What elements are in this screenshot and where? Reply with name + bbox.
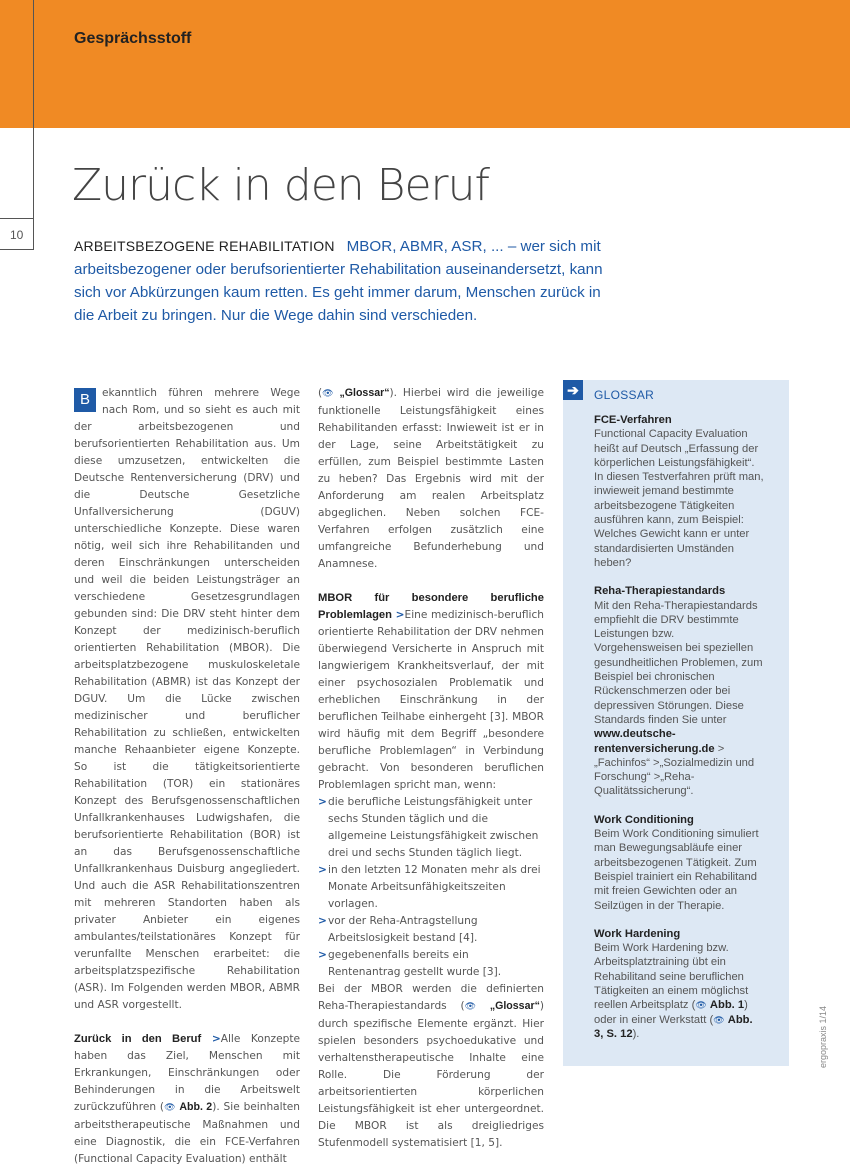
glossar-term: Reha-Therapiestandards: [594, 585, 726, 598]
glossar-term: FCE-Verfahren: [594, 414, 672, 426]
glossar-term: Work Hardening: [594, 927, 681, 940]
glossar-entry-wc: [594, 813, 764, 913]
page-number: 10: [10, 228, 24, 242]
column-1: B ekanntlich führen mehrere Wege nach Rom, und so sieht es auch mit der arbeitsbezogenen und berufsorientierten Rehabilitation aus. Um diese umzusetzen, entwickelten die Deutsche Rentenversicherung (DRV) und die Deutsche Gesetzliche Unfallversicherung (DGUV) unterschiedliche Konzepte. Diese waren nötig, weil sich ihre Rehabilitanden und deren Einschränkungen unterscheiden und weil die beiden Leistungsträger an verschiedene Gesetzesgrundlagen gebunden sind: Die DRV steht hinter dem Konzept der medizinisch-beruflich orientierten Rehabilitation (MBOR). Die arbeitsplatzbezogene muskuloskeletale Rehabilitation (ABMR) ist das Konzept der DGUV. Um die Lücke zwischen medizinischer und beruflicher Rehabilitation zu schließen, entwickelten manche Rehaanbieter eigene Konzepte. So ist die tätigkeitsorientierte Rehabilitation (TOR) ein stationäres Konzept des Berufsgenossenschaftlichen Unfallkrankenhauses Ludwigshafen, die berufsorientierte Rehabilitation (BOR) ist an das Berufsgenossenschaftliche Unfallkrankenhaus Duisburg angegliedert. Und auch die ASR Rehabilitationszentren mit mehreren Standorten haben als privater Anbieter ein eigenes ambulantes/teilstationäres Konzept für verunfallte Menschen erarbeitet: die arbeitsplatzspezifische Rehabilitation (ASR). Im Folgenden werden MBOR, ABMR und ASR vorgestellt. Zurück in den Beruf >Alle Konzepte haben das Ziel, Menschen mit Erkrankungen, Einschränkungen oder Behinderungen in die Arbeitswelt zurückzuführen (👁 Abb. 2). Sie beinhalten arbeitstherapeutische Maßnahmen und eine Diagnostik, die ein FCE-Verfahren (Functional Capacity Evaluation) enthält: [74, 387, 301, 1165]
article-lead: [74, 235, 614, 327]
figure-reference[interactable]: 👁 Abb. 1: [695, 999, 745, 1012]
arrow-right-icon: ➔: [563, 380, 583, 400]
glossar-body: [594, 413, 764, 1055]
glossar-reference[interactable]: 👁 „Glossar“: [322, 387, 389, 399]
eye-icon: 👁: [464, 1002, 477, 1012]
glossar-definition: Functional Capacity Evaluation heißt auf Deutsch „Erfassung der körperlichen Leistungsfähigkeit“. In diesen Testverfahren prüft man, inwieweit jemand bestimmte arbeitsbezogene Tätigkeiten ausführen kann, zum Beispiel: Welches Gewicht kann er unter standardisierten Umständen heben?: [594, 428, 764, 569]
section-label: Gesprächsstoff: [74, 30, 192, 47]
figure-reference[interactable]: 👁 Abb. 3, S. 12: [594, 1013, 753, 1040]
glossar-definition: Beim Work Conditioning simuliert man Bewegungsabläufe einer arbeitsbezogenen Tätigkeit. Zum Beispiel trainiert ein Rehabilitand mit freien Gewichten oder an Seilzügen in der Therapie.: [594, 828, 759, 912]
eye-icon: 👁: [695, 1000, 707, 1011]
article-title: Zurück in den Beruf: [72, 160, 489, 211]
glossar-paragraph: (👁 „Glossar“). Hierbei wird die jeweilige funktionelle Leistungsfähigkeit eines Rehabilitanden erfasst: Inwieweit ist er in der Lage, seine Arbeitstätigkeit zu erfüllen, zum Beispiel bestimmte Lasten zu heben? Das Ergebnis wird mit der Anforderung am realen Arbeitsplatz abgeglichen. Neben solchen FCE-Verfahren erfolgen zusätzlich eine umfangreiche Befunderhebung und Anamnese.: [318, 387, 544, 570]
issue-footer: ergopraxis 1/14: [818, 1005, 828, 1068]
article-kicker: ARBEITSBEZOGENE REHABILITATION: [74, 238, 335, 254]
glossar-entry-fce: [594, 413, 764, 570]
list-item: > die berufliche Leistungsfähigkeit unter sechs Stunden täglich und die allgemeine Leistungsfähigkeit zwischen drei und sechs Stunden täglich liegt.: [318, 794, 544, 862]
glossar-definition: Beim Work Hardening bzw. Arbeitsplatztraining übt ein Rehabilitand seine beruflichen Tätigkeiten an einem möglichst reellen Arbeitsplatz (👁 Abb. 1) oder in einer Werkstatt (👁 Abb. 3, S. 12).: [594, 942, 753, 1040]
glossar-entry-wh: [594, 927, 764, 1041]
glossar-term: Work Conditioning: [594, 813, 694, 826]
list-item: > vor der Reha-Antragstellung Arbeitslosigkeit bestand [4].: [318, 913, 544, 947]
eye-icon: 👁: [713, 1014, 725, 1025]
problemlagen-list: [318, 794, 544, 981]
eye-icon: 👁: [164, 1103, 176, 1113]
figure-reference[interactable]: 👁 Abb. 2: [164, 1101, 212, 1113]
drv-link[interactable]: www.deutsche-rentenversicherung.de: [594, 728, 715, 755]
glossar-heading: GLOSSAR: [594, 388, 655, 402]
column-2: (👁 „Glossar“). Hierbei wird die jeweilige funktionelle Leistungsfähigkeit eines Rehabilitanden erfasst: Inwieweit ist er in der Lage, seine Arbeitstätigkeit zu erfüllen, zum Beispiel bestimmte Lasten zu heben? Das Ergebnis wird mit der Anforderung am realen Arbeitsplatz abgeglichen. Neben solchen FCE-Verfahren erfolgen zusätzlich eine umfangreiche Befunderhebung und Anamnese. MBOR für besondere berufliche Problemlagen >Eine medizinisch-beruflich orientierte Rehabilitation der DRV nehmen überwiegend Versicherte in Anspruch mit langwierigem Krankheitsverlauf, der mit einer psychosozialen Problematik und erheblichen Einschränkung in der beruflichen Teilhabe einhergeht [3]. MBOR wird häufig mit dem Begriff „besondere berufliche Problemlagen“ in Verbindung gebracht. Von besonderen beruflichen Problemlagen spricht man, wenn: > die berufliche Leistungsfähigkeit unter sechs Stunden täglich und die allgemeine Leistungsfähigkeit zwischen drei und sechs Stunden täglich liegt. > in den letzten 12 Monaten mehr als drei Monate Arbeitsunfähigkeitszeiten vorlagen. > vor der Reha-Antragstellung Arbeitslosigkeit bestand [4]. > gegebenenfalls bereits ein Rentenantrag gestellt wurde [3]. Bei der MBOR werden die definierten Reha-Therapiestandards (👁 „Glossar“) durch spezifische Elemente ergänzt. Hier spielen besonders psychoedukative und verhaltenstherapeutische Inhalte eine Rolle. Die Förderung der arbeitsorientierten körperlichen Leistungsfähigkeit ist eher untergeordnet. Die MBOR ist als dreigliedriges Stufenmodell systematisiert [1, 5].: [318, 385, 544, 1152]
glossar-entry-reha: [594, 584, 764, 798]
margin-rule: [33, 0, 34, 250]
chevron-right-icon: >: [395, 609, 405, 621]
header-band: [0, 0, 850, 128]
intro-paragraph: B ekanntlich führen mehrere Wege nach Rom, und so sieht es auch mit der arbeitsbezogenen und berufsorientierten Rehabilitation aus. Um diese umzusetzen, entwickelten die Deutsche Rentenversicherung (DRV) und die Deutsche Gesetzliche Unfallversicherung (DGUV) unterschiedliche Konzepte. Diese waren nötig, weil sich ihre Rehabilitanden und deren Einschränkungen unterscheiden und weil die beiden Leistungsträger an verschiedene Gesetzesgrundlagen gebunden sind: Die DRV steht hinter dem Konzept der medizinisch-beruflich orientierten Rehabilitation (MBOR). Die arbeitsplatzbezogene muskuloskeletale Rehabilitation (ABMR) ist das Konzept der DGUV. Um die Lücke zwischen medizinischer und beruflicher Rehabilitation zu schließen, entwickelten manche Rehaanbieter eigene Konzepte. So ist die tätigkeitsorientierte Rehabilitation (TOR) ein stationäres Konzept des Berufsgenossenschaftlichen Unfallkrankenhauses Ludwigshafen, die berufsorientierte Rehabilitation (BOR) ist an das Berufsgenossenschaftliche Unfallkrankenhaus Duisburg angegliedert. Und auch die ASR Rehabilitationszentren mit mehreren Standorten haben als privater Anbieter ein eigenes ambulantes/teilstationäres Konzept für verunfallte Menschen erarbeitet: die arbeitsplatzspezifische Rehabilitation (ASR). Im Folgenden werden MBOR, ABMR und ASR vorgestellt.: [74, 387, 300, 1011]
mbor-paragraph-2: Bei der MBOR werden die definierten Reha-Therapiestandards (👁 „Glossar“) durch spezifische Elemente ergänzt. Hier spielen besonders psychoedukative und verhaltenstherapeutische Inhalte eine Rolle. Die Förderung der arbeitsorientierten körperlichen Leistungsfähigkeit ist eher untergeordnet. Die MBOR ist als dreigliedriges Stufenmodell systematisiert [1, 5].: [318, 983, 545, 1149]
list-item: > in den letzten 12 Monaten mehr als drei Monate Arbeitsunfähigkeitszeiten vorlagen.: [318, 862, 544, 913]
subheading-zurueck: Zurück in den Beruf: [74, 1033, 202, 1045]
lead-text: MBOR, ABMR, ASR, ... – wer sich mit arbeitsbezogener oder berufsorientierter Rehabilitation auseinandersetzt, kann sich vor Abkürzungen kaum retten. Es geht immer darum, Menschen zurück in die Arbeit zu bringen. Nur die Wege dahin sind verschieden.: [74, 238, 603, 324]
drop-cap: B: [74, 388, 96, 412]
chevron-right-icon: >: [211, 1033, 221, 1045]
glossar-reference[interactable]: 👁 „Glossar“: [465, 1000, 540, 1012]
subheading-mbor: MBOR für besondere berufliche Problemlagen: [318, 592, 544, 621]
list-item: > gegebenenfalls bereits ein Rentenantrag gestellt wurde [3].: [318, 947, 544, 981]
glossar-definition: Mit den Reha-Therapiestandards empfiehlt die DRV bestimmte Leistungen bzw. Vorgehensweisen bei speziellen gesundheitlichen Problemen, zum Beispiel bei chronischen Rückenschmerzen oder bei depressiven Störungen. Diese Standards finden Sie unter www.deutsche-rentenversicherung.de > „Fachinfos“ >„Sozialmedizin und Forschung“ >„Reha-Qualitätssicherung“.: [594, 599, 763, 798]
eye-icon: 👁: [322, 389, 334, 399]
